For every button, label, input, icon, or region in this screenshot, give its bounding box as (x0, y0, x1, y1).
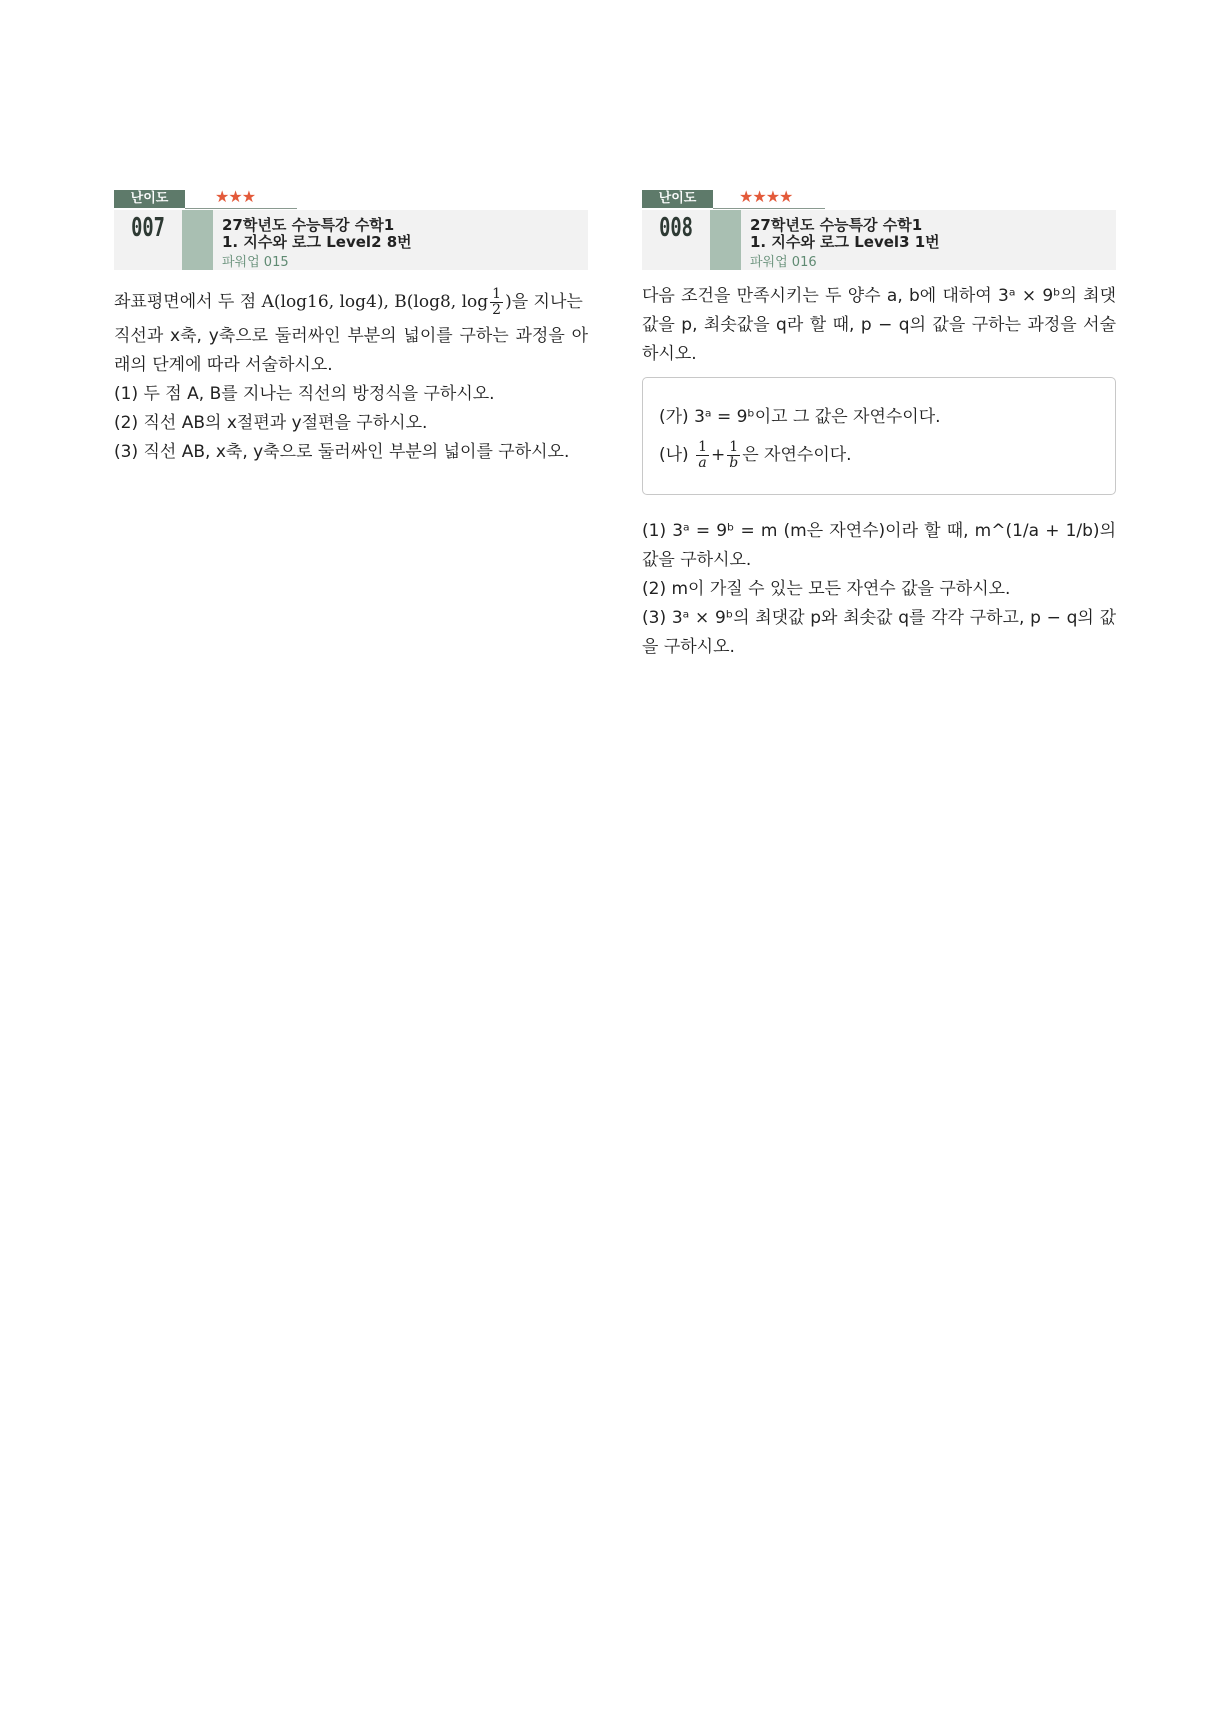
problem-008 (642, 187, 1116, 662)
point-b: B(log8, log (388, 292, 489, 312)
difficulty-row (642, 187, 1116, 210)
fraction-denominator: 2 (492, 301, 502, 318)
intro-text-a: 좌표평면에서 두 점 (114, 292, 262, 312)
fraction-half (490, 287, 503, 318)
source-line-1: 27학년도 수능특강 수학1 (750, 216, 923, 234)
fraction-numerator: 1 (727, 440, 740, 456)
intro-text-b: 을 지나는 (511, 292, 583, 312)
fraction-numerator: 1 (492, 285, 502, 302)
difficulty-label: 난이도 (114, 190, 185, 208)
step-3: (3) 직선 AB, x축, y축으로 둘러싸인 부분의 넓이를 구하시오. (114, 442, 570, 462)
header-accent-bar (182, 210, 213, 270)
fraction-numerator: 1 (698, 438, 708, 455)
header-accent-bar (710, 210, 741, 270)
problem-body (642, 282, 1116, 662)
step-1: (1) 3ᵃ = 9ᵇ = m (m은 자연수)이라 할 때, m^(1/a + 1/b)의 값을 구하시오. (642, 521, 1116, 570)
intro-continuation: 직선과 x축, y축으로 둘러싸인 부분의 넓이를 구하는 과정을 아래의 단계에 따라 서술하시오. (114, 326, 588, 375)
condition-na (659, 436, 1099, 474)
condition-na-text: 은 자연수이다. (742, 445, 852, 465)
step-1: (1) 두 점 A, B를 지나는 직선의 방정식을 구하시오. (114, 384, 495, 404)
step-3: (3) 3ᵃ × 9ᵇ의 최댓값 p와 최솟값 q를 각각 구하고, p − q의 값을 구하시오. (642, 608, 1116, 657)
powerup-ref: 파워업 015 (222, 255, 289, 270)
source-line-2: 1. 지수와 로그 Level2 8번 (222, 233, 412, 251)
fraction-denominator: b (729, 454, 739, 471)
intro-text: 다음 조건을 만족시키는 두 양수 a, b에 대하여 3ᵃ × 9ᵇ의 최댓값을 p, 최솟값을 q라 할 때, p − q의 값을 구하는 과정을 서술하시오. (642, 286, 1116, 364)
difficulty-label: 난이도 (642, 190, 713, 208)
fraction-denominator: a (698, 454, 707, 471)
difficulty-row (114, 187, 588, 210)
problem-body (114, 282, 588, 467)
fraction-1-over-a (696, 440, 709, 471)
step-2: (2) m이 가질 수 있는 모든 자연수 값을 구하시오. (642, 579, 1011, 599)
fraction-1-over-b (727, 440, 740, 471)
source-line-2: 1. 지수와 로그 Level3 1번 (750, 233, 940, 251)
conditions-box (642, 377, 1116, 495)
problem-number: 008 (659, 213, 693, 243)
problem-header (642, 210, 1116, 270)
powerup-ref: 파워업 016 (750, 255, 817, 270)
problem-007 (114, 187, 588, 467)
divider (713, 208, 825, 209)
problem-header (114, 210, 588, 270)
source-line-1: 27학년도 수능특강 수학1 (222, 216, 395, 234)
problem-number: 007 (131, 213, 165, 243)
divider (185, 208, 297, 209)
plus-sign: + (711, 445, 726, 465)
point-a: A(log16, log4), (261, 292, 389, 312)
intro-line: 좌표평면에서 두 점 A(log16, log4), B(log8, log $\frac{1}{2}$ )을 지나는 (114, 285, 583, 318)
difficulty-stars-icon: ★★★ (215, 187, 256, 206)
step-2: (2) 직선 AB의 x절편과 y절편을 구하시오. (114, 413, 428, 433)
condition-ga: (가) 3ᵃ = 9ᵇ이고 그 값은 자연수이다. (659, 407, 941, 427)
condition-na-label: (나) (659, 445, 695, 465)
difficulty-stars-icon: ★★★★ (739, 187, 793, 206)
